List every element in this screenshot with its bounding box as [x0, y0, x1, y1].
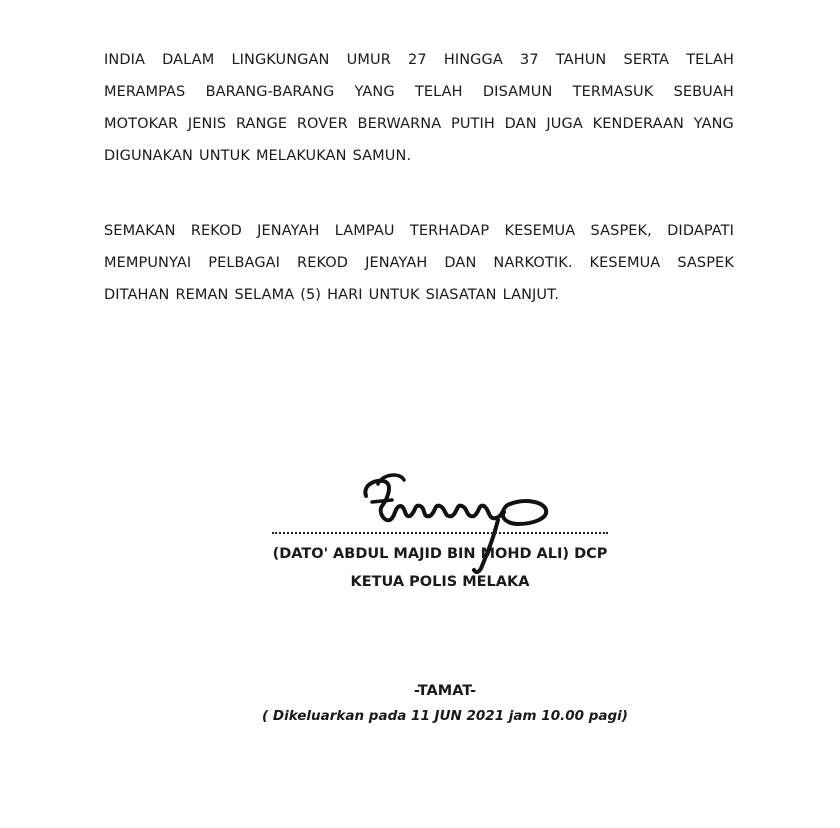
- word: JENAYAH: [257, 223, 320, 239]
- word: PELBAGAI: [208, 255, 281, 271]
- signature-block: [270, 458, 610, 598]
- word: DITAHAN: [104, 287, 170, 303]
- word: PUTIH: [451, 116, 495, 132]
- word: DALAM: [162, 52, 215, 68]
- word: DIDAPATI: [667, 223, 734, 239]
- word: LANJUT.: [502, 287, 560, 303]
- text-line: [104, 215, 734, 247]
- word: JENIS: [187, 116, 227, 132]
- word: SELAMA: [234, 287, 295, 303]
- word: SEBUAH: [673, 84, 734, 100]
- word: JENAYAH: [365, 255, 428, 271]
- word: HINGGA: [443, 52, 503, 68]
- word: INDIA: [104, 52, 145, 68]
- word: TELAH: [414, 84, 463, 100]
- signer-title: KETUA POLIS MELAKA: [350, 574, 530, 590]
- word: TAHUN: [555, 52, 607, 68]
- word: REKOD: [190, 223, 242, 239]
- word: YANG: [693, 116, 734, 132]
- word: REKOD: [297, 255, 349, 271]
- text-line: [104, 279, 734, 311]
- word: MERAMPAS: [104, 84, 186, 100]
- word: UNTUK: [368, 287, 420, 303]
- word: BARANG-BARANG: [205, 84, 335, 100]
- word: DAN: [504, 116, 537, 132]
- paragraph-suspects-seizure: [104, 44, 734, 172]
- word: ROVER: [296, 116, 348, 132]
- signer-name: (DATO' ABDUL MAJID BIN MOHD ALI) DCP: [272, 546, 608, 562]
- word: SERTA: [623, 52, 670, 68]
- handwritten-signature: [348, 466, 558, 586]
- word: KESEMUA: [504, 223, 576, 239]
- word: DIGUNAKAN: [104, 148, 193, 164]
- word: UMUR: [346, 52, 391, 68]
- word: 37: [520, 52, 539, 68]
- word: SIASATAN: [425, 287, 497, 303]
- word: DAN: [444, 255, 477, 271]
- text-line: [104, 44, 734, 76]
- word: LINGKUNGAN: [231, 52, 330, 68]
- word: NARKOTIK.: [493, 255, 573, 271]
- end-mark: -TAMAT-: [413, 683, 477, 699]
- word: SASPEK,: [590, 223, 652, 239]
- word: LAMPAU: [334, 223, 395, 239]
- word: TERHADAP: [409, 223, 490, 239]
- word: JUGA: [546, 116, 583, 132]
- word: (5): [300, 287, 322, 303]
- word: SASPEK: [677, 255, 734, 271]
- word: UNTUK: [198, 148, 250, 164]
- text-line: [104, 247, 734, 279]
- word: KESEMUA: [589, 255, 661, 271]
- word: HARI: [327, 287, 363, 303]
- signature-line: [272, 532, 608, 534]
- word: DISAMUN: [482, 84, 553, 100]
- word: REMAN: [175, 287, 229, 303]
- word: MOTOKAR: [104, 116, 179, 132]
- text-line: [104, 76, 734, 108]
- word: MEMPUNYAI: [104, 255, 192, 271]
- word: TELAH: [686, 52, 734, 68]
- word: 27: [408, 52, 427, 68]
- word: BERWARNA: [357, 116, 442, 132]
- issued-timestamp: ( Dikeluarkan pada 11 JUN 2021 jam 10.00 pagi): [262, 708, 628, 724]
- word: KENDERAAN: [592, 116, 684, 132]
- word: RANGE: [235, 116, 288, 132]
- word: YANG: [354, 84, 395, 100]
- word: SEMAKAN: [104, 223, 176, 239]
- text-line: [104, 108, 734, 140]
- word: SAMUN.: [352, 148, 412, 164]
- word: TERMASUK: [572, 84, 654, 100]
- text-line: [104, 140, 734, 172]
- paragraph-criminal-records: [104, 215, 734, 311]
- word: MELAKUKAN: [255, 148, 347, 164]
